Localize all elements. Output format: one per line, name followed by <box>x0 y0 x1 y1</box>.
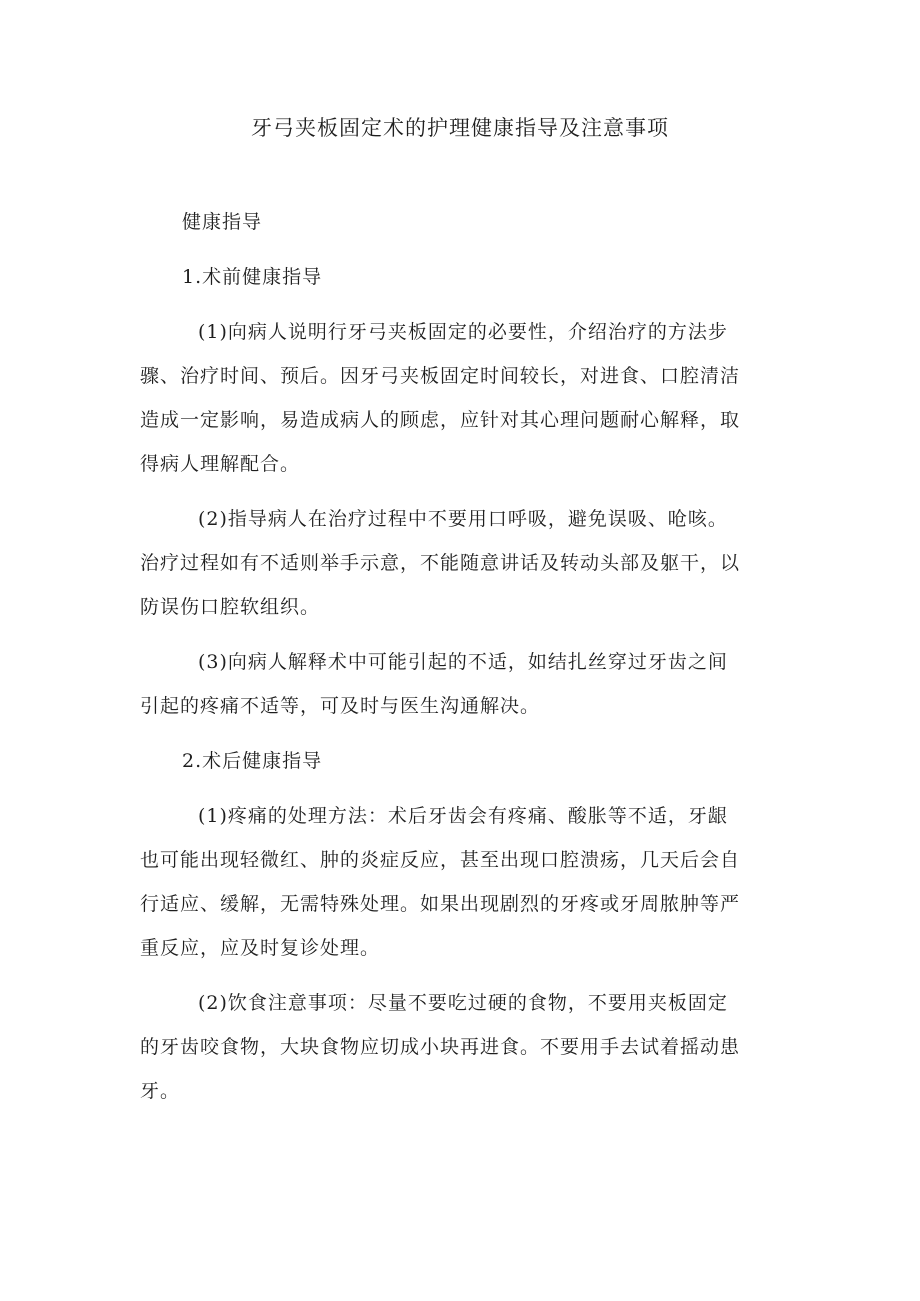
paragraph-line: 重反应，应及时复诊处理。 <box>140 937 381 959</box>
paragraph-line: 牙。 <box>140 1080 181 1102</box>
paragraph-post-op-1 <box>140 794 782 970</box>
paragraph-line: 的牙齿咬食物，大块食物应切成小块再进食。不要用手去试着摇动患 <box>140 1036 741 1058</box>
paragraph-line: 治疗过程如有不适则举手示意，不能随意讲话及转动头部及躯干，以 <box>140 552 741 574</box>
paragraph-post-op-2 <box>140 981 782 1113</box>
paragraph-pre-op-1 <box>140 310 782 486</box>
paragraph-line: (1)向病人说明行牙弓夹板固定的必要性，介绍治疗的方法步 <box>198 321 728 343</box>
paragraph-line: (2)指导病人在治疗过程中不要用口呼吸，避免误吸、呛咳。 <box>198 508 728 530</box>
paragraph-line: (2)饮食注意事项：尽量不要吃过硬的食物，不要用夹板固定 <box>198 992 728 1014</box>
document-body <box>140 200 782 1124</box>
subsection-heading-post-op: 2.术后健康指导 <box>182 750 323 772</box>
section-heading: 健康指导 <box>182 211 263 233</box>
paragraph-pre-op-2 <box>140 497 782 629</box>
paragraph-line: (3)向病人解释术中可能引起的不适，如结扎丝穿过牙齿之间 <box>198 651 728 673</box>
paragraph-line: 防误伤口腔软组织。 <box>140 596 321 618</box>
paragraph-line: 行适应、缓解，无需特殊处理。如果出现剧烈的牙疼或牙周脓肿等严 <box>140 893 741 915</box>
subsection-heading-pre-op: 1.术前健康指导 <box>182 266 323 288</box>
paragraph-pre-op-3 <box>140 640 782 728</box>
paragraph-line: 造成一定影响，易造成病人的顾虑，应针对其心理问题耐心解释，取 <box>140 409 741 431</box>
paragraph-line: 得病人理解配合。 <box>140 453 301 475</box>
document-title: 牙弓夹板固定术的护理健康指导及注意事项 <box>251 116 669 140</box>
paragraph-line: 骤、治疗时间、预后。因牙弓夹板固定时间较长，对进食、口腔清洁 <box>140 365 741 387</box>
paragraph-line: (1)疼痛的处理方法：术后牙齿会有疼痛、酸胀等不适，牙龈 <box>198 805 728 827</box>
paragraph-line: 引起的疼痛不适等，可及时与医生沟通解决。 <box>140 695 541 717</box>
paragraph-line: 也可能出现轻微红、肿的炎症反应，甚至出现口腔溃疡，几天后会自 <box>140 849 741 871</box>
